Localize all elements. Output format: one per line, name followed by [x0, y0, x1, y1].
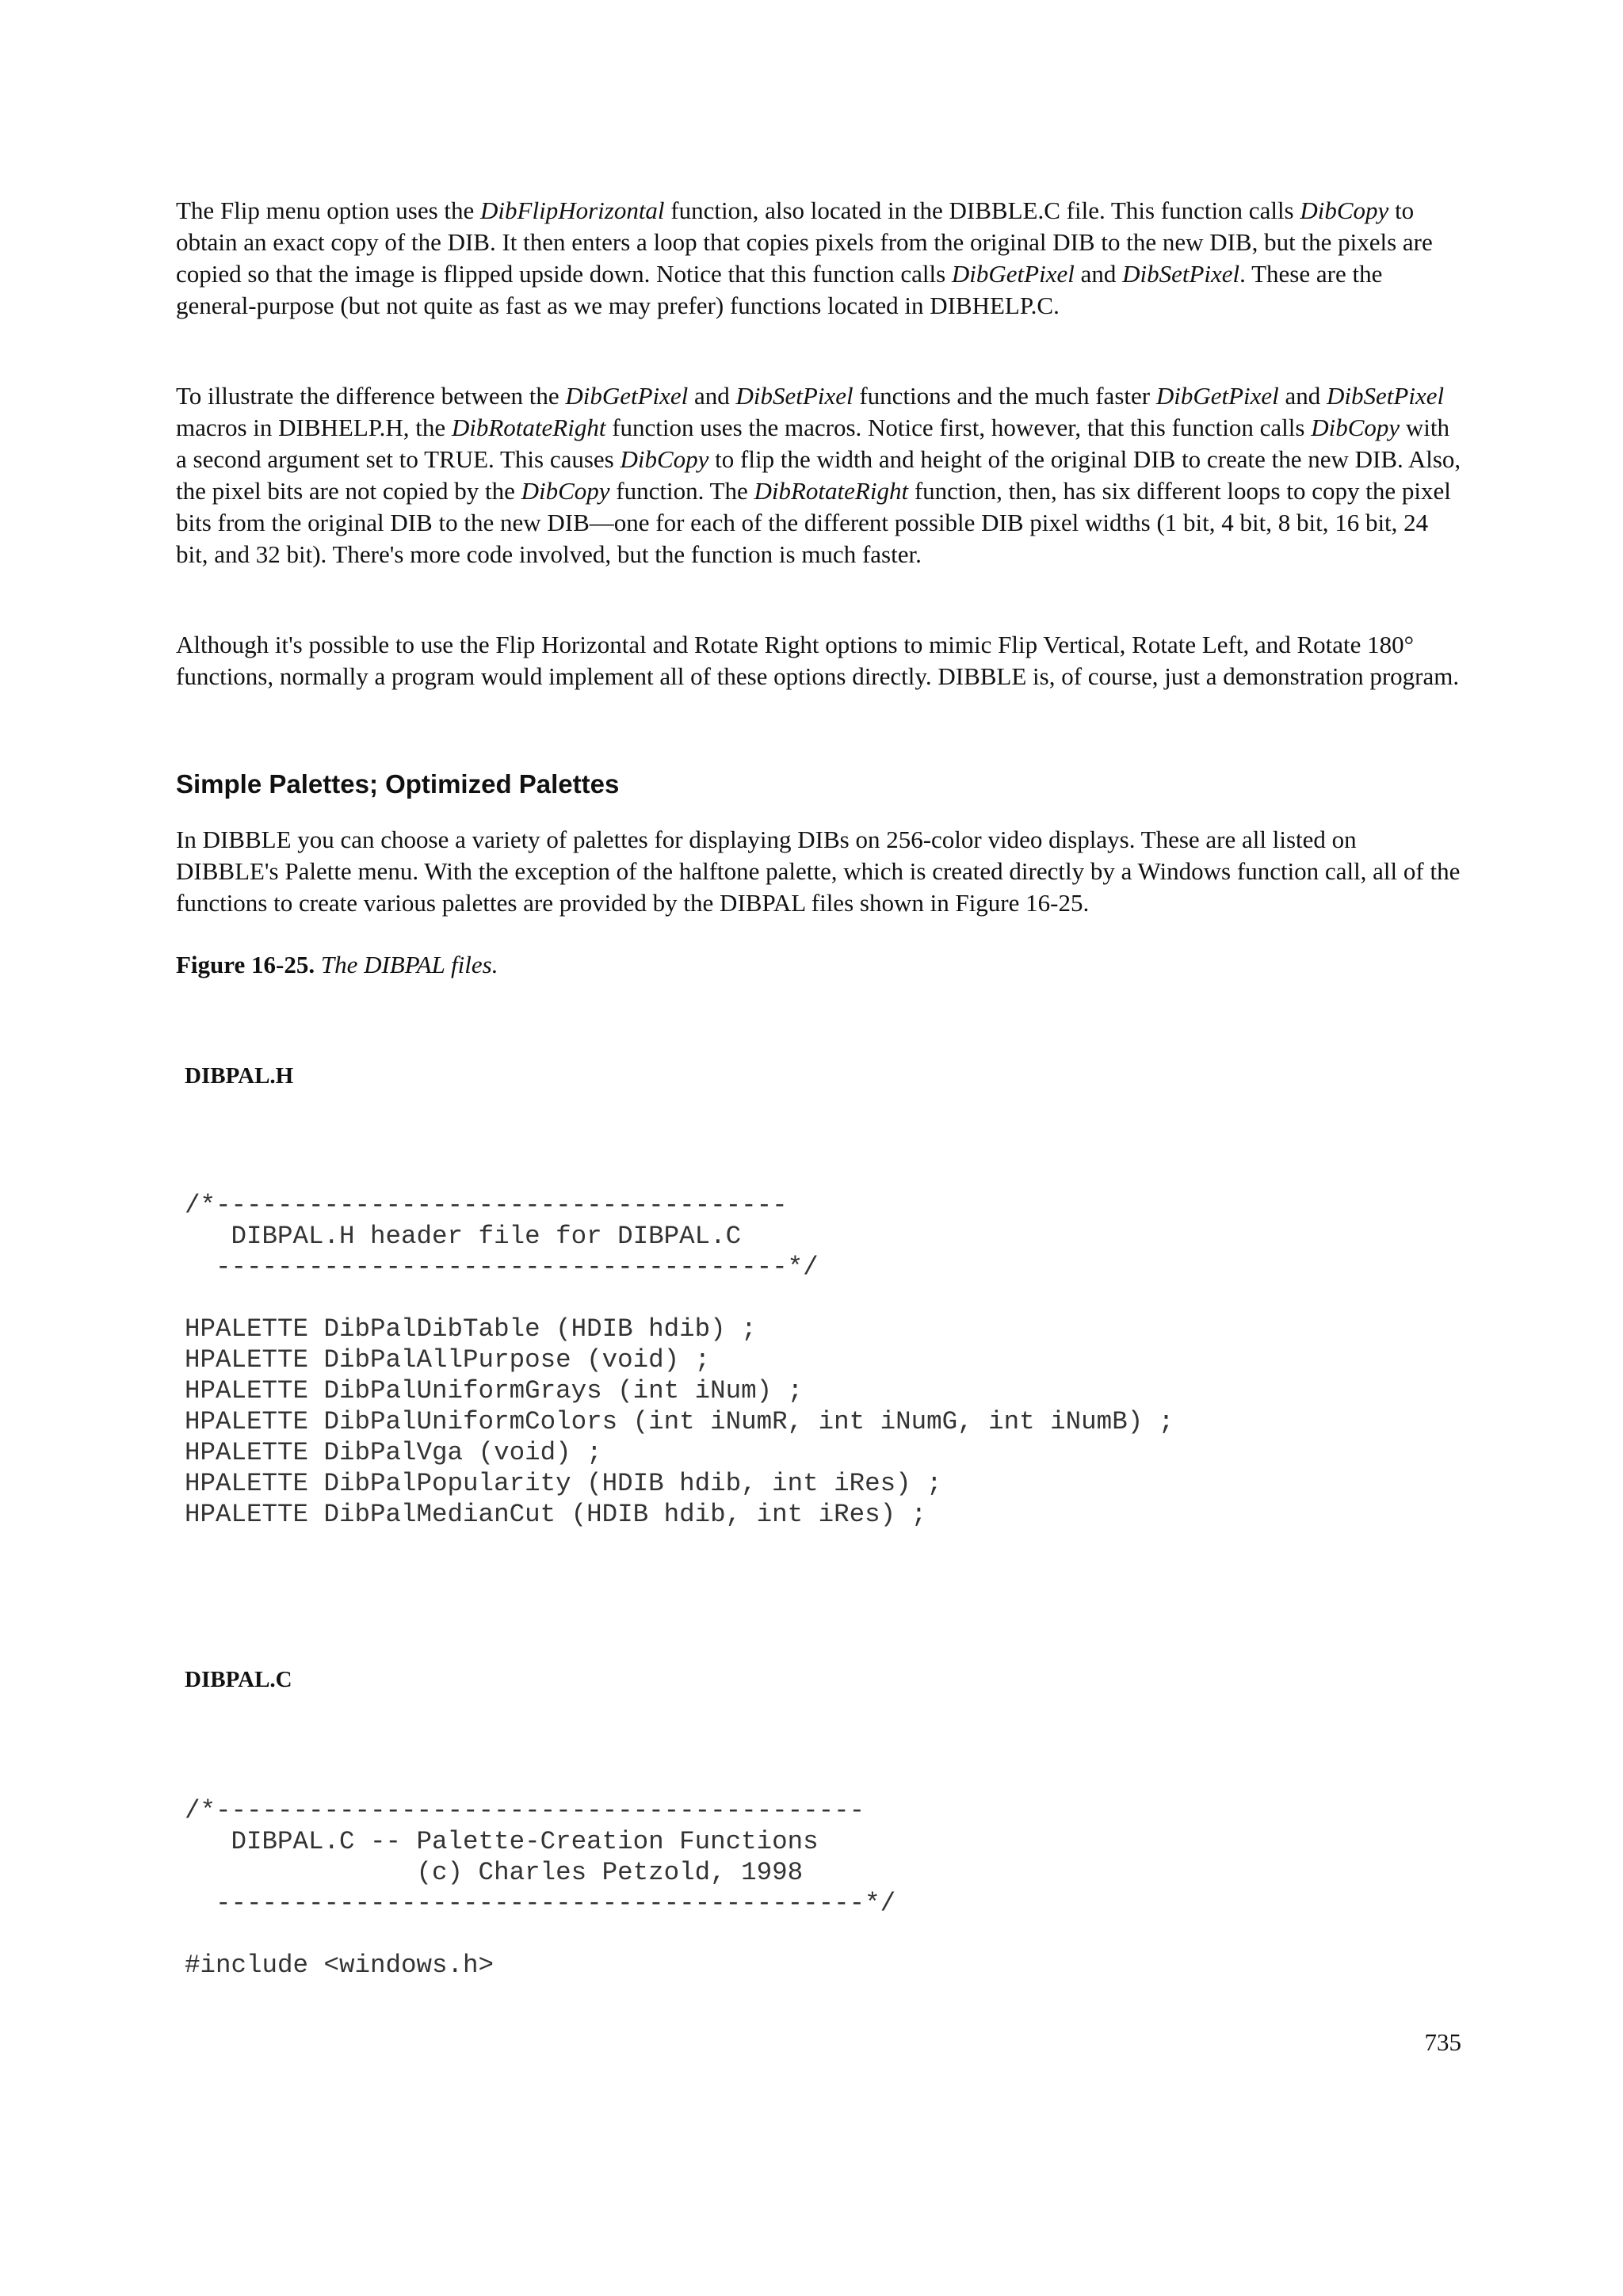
figure-title: The DIBPAL files. — [320, 951, 498, 978]
identifier-text: DibCopy — [620, 445, 709, 473]
section-heading: Simple Palettes; Optimized Palettes — [176, 769, 620, 799]
page-number: 735 — [1424, 2028, 1461, 2056]
file-label-dibpal-h: DIBPAL.H — [185, 1063, 294, 1089]
figure-number: Figure 16-25. — [176, 951, 315, 978]
identifier-text: DibSetPixel — [1122, 260, 1240, 288]
paragraph-flip-menu: The Flip menu option uses the DibFlipHorizontal function, also located in the DIBBLE.C file. This function calls DibCopy to obtain an exact copy of the DIB. It then enters a loop that copies pixels from the original DIB to the new DIB, but the pixels are copied so that the image is flipped upside down. Notice that this function calls DibGetPixel and DibSetPixel. These are the general-purpose (but not quite as fast as we may prefer) functions located in DIBHELP.C. — [176, 196, 1433, 319]
code-listing-dibpal-c: /*------------------------------------------ DIBPAL.C -- Palette-Creation Functions (c) Charles Petzold, 1998 ------------------------------------------*/ #include <windows.h> — [185, 1796, 896, 1980]
identifier-text: DibGetPixel — [951, 260, 1075, 288]
identifier-text: DibRotateRight — [451, 414, 606, 441]
identifier-text: DibSetPixel — [735, 382, 854, 410]
figure-caption — [176, 949, 498, 981]
identifier-text: DibCopy — [521, 477, 610, 505]
identifier-text: DibCopy — [1311, 414, 1400, 441]
identifier-text: DibFlipHorizontal — [480, 196, 665, 224]
paragraph-mimic-options: Although it's possible to use the Flip Horizontal and Rotate Right options to mimic Flip Vertical, Rotate Left, and Rotate 180° functions, normally a program would implement all of these options directly. DIBBLE is, of course, just a demonstration program. — [176, 631, 1460, 690]
identifier-text: DibSetPixel — [1327, 382, 1445, 410]
identifier-text: DibGetPixel — [565, 382, 689, 410]
paragraph-rotate-right: To illustrate the difference between the DibGetPixel and DibSetPixel functions and the much faster DibGetPixel and DibSetPixel macros in DIBHELP.H, the DibRotateRight function uses the macros. Notice first, however, that this function calls DibCopy with a second argument set to TRUE. This causes DibCopy to flip the width and height of the original DIB to create the new DIB. Also, the pixel bits are not copied by the DibCopy function. The DibRotateRight function, then, has six different loops to copy the pixel bits from the original DIB to the new DIB—one for each of the different possible DIB pixel widths (1 bit, 4 bit, 8 bit, 16 bit, 24 bit, and 32 bit). There's more code involved, but the function is much faster. — [176, 382, 1461, 568]
code-listing-dibpal-h: /*------------------------------------- DIBPAL.H header file for DIBPAL.C -------------------------------------*/ HPALETTE DibPalDibTable (HDIB hdib) ; HPALETTE DibPalAllPurpose (void) ; HPALETTE DibPalUniformGrays (int iNum) ; HPALETTE DibPalUniformColors (int iNumR, int iNumG, int iNumB) ; HPALETTE DibPalVga (void) ; HPALETTE DibPalPopularity (HDIB hdib, int iRes) ; HPALETTE DibPalMedianCut (HDIB hdib, int iRes) ; — [185, 1191, 1174, 1529]
paragraph-palettes: In DIBBLE you can choose a variety of palettes for displaying DIBs on 256-color video displays. These are all listed on DIBBLE's Palette menu. With the exception of the halftone palette, which is created directly by a Windows function call, all of the functions to create various palettes are provided by the DIBPAL files shown in Figure 16-25. — [176, 826, 1461, 917]
file-label-dibpal-c: DIBPAL.C — [185, 1667, 292, 1692]
identifier-text: DibRotateRight — [754, 477, 909, 505]
identifier-text: DibCopy — [1300, 196, 1389, 224]
identifier-text: DibGetPixel — [1155, 382, 1279, 410]
